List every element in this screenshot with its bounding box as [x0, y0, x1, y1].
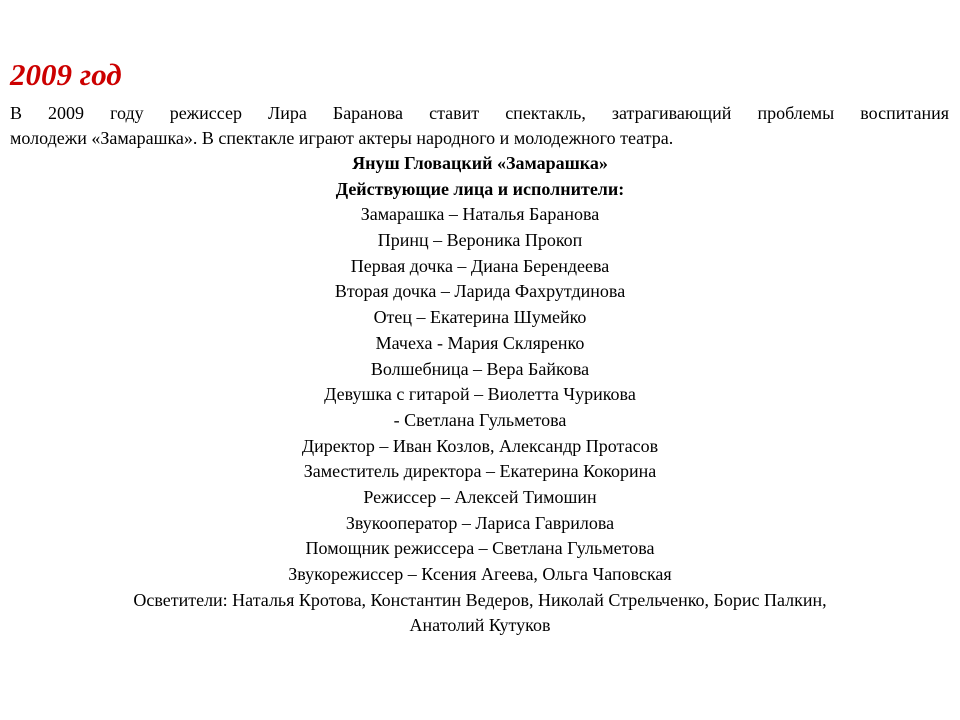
cast-list — [0, 151, 960, 639]
intro-paragraph — [10, 101, 949, 151]
cast-item: Звукооператор – Лариса Гаврилова — [345, 512, 615, 533]
cast-item: Девушка с гитарой – Виолетта Чурикова — [324, 384, 636, 405]
cast-item: Анатолий Кутуков — [409, 615, 551, 636]
cast-item: Осветители: Наталья Кротова, Константин Ведеров, Николай Стрельченко, Борис Палкин, — [133, 589, 827, 610]
intro-line: В 2009 году режиссер Лира Баранова ставит спектакль, затрагивающий проблемы воспитания — [10, 103, 949, 123]
cast-item: Директор – Иван Козлов, Александр Протасов — [301, 435, 659, 456]
cast-item: Первая дочка – Диана Берендеева — [350, 255, 610, 276]
cast-item: Мачеха - Мария Скляренко — [375, 332, 585, 353]
cast-item: Замарашка – Наталья Баранова — [360, 204, 600, 225]
cast-item: Принц – Вероника Прокоп — [377, 230, 583, 251]
intro-line: молодежи «Замарашка». В спектакле играют актеры народного и молодежного театра. — [10, 128, 674, 148]
cast-item: Вторая дочка – Ларида Фахрутдинова — [334, 281, 626, 302]
cast-heading: Действующие лица и исполнители: — [335, 178, 625, 199]
play-title: Януш Гловацкий «Замарашка» — [352, 153, 608, 173]
cast-item: - Светлана Гульметова — [393, 409, 567, 430]
cast-item: Отец – Екатерина Шумейко — [373, 307, 587, 328]
slide-title: 2009 год — [10, 57, 122, 92]
cast-item: Помощник режиссера – Светлана Гульметова — [305, 538, 655, 559]
cast-item: Волшебница – Вера Байкова — [370, 358, 590, 379]
cast-item: Режиссер – Алексей Тимошин — [363, 486, 597, 507]
cast-item: Заместитель директора – Екатерина Кокорина — [303, 461, 657, 482]
cast-item: Звукорежиссер – Ксения Агеева, Ольга Чаповская — [288, 564, 672, 584]
